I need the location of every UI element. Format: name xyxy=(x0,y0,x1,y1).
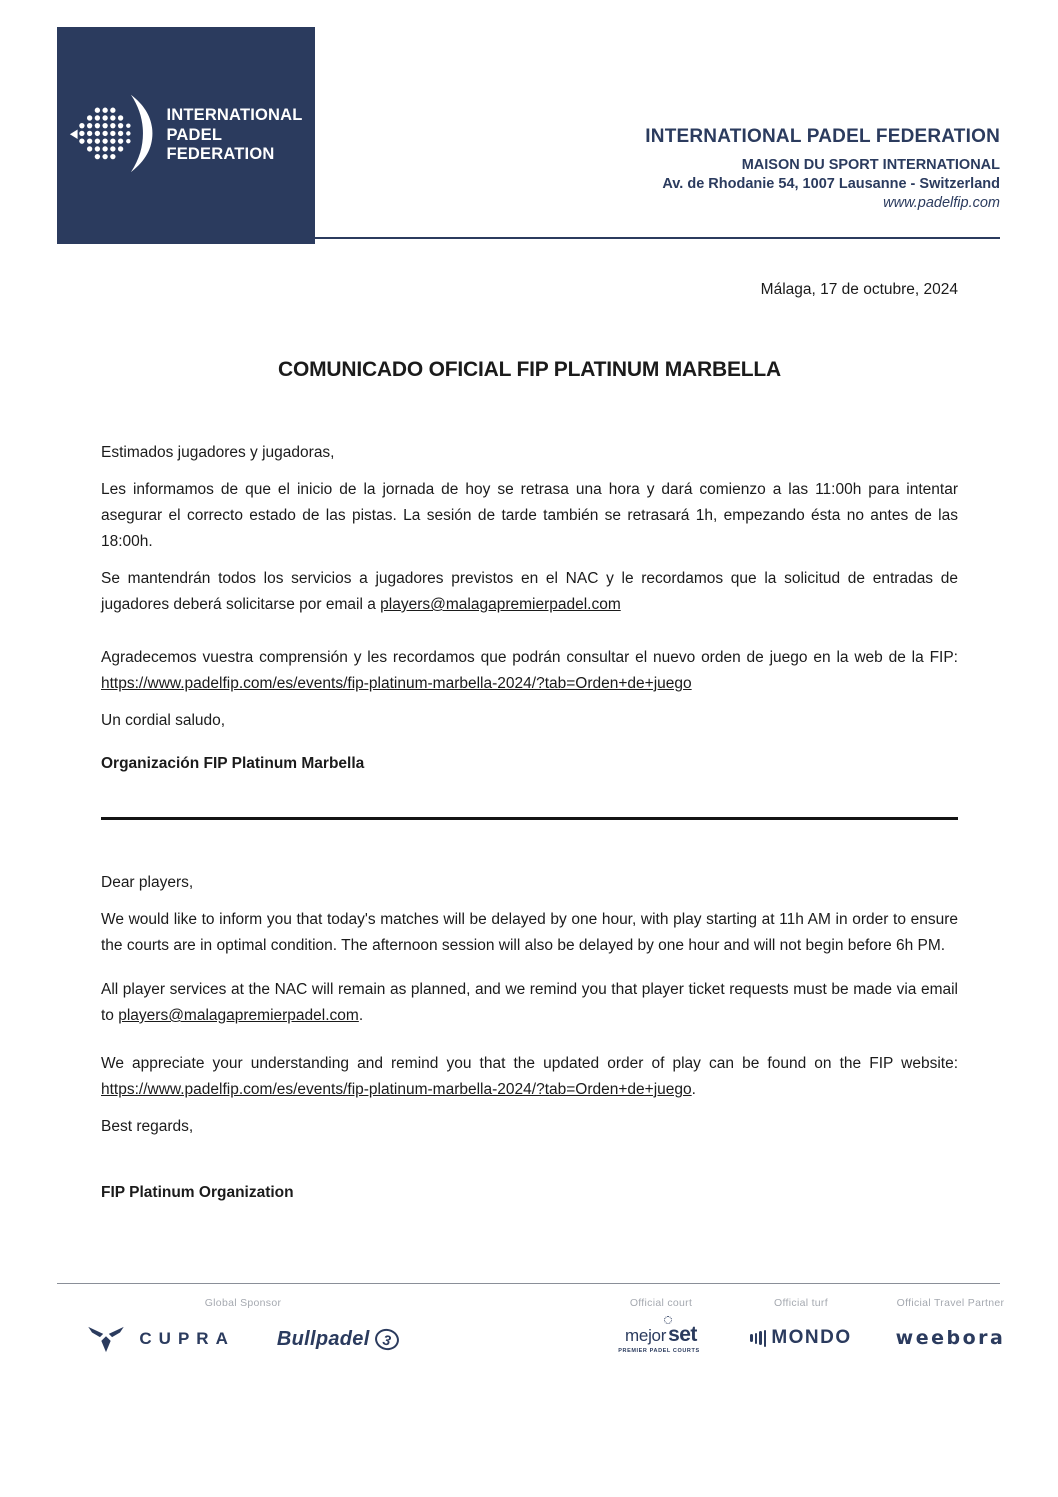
mondo-bars-icon xyxy=(750,1330,766,1347)
spanish-closing: Un cordial saludo, xyxy=(101,712,226,729)
weebora-logo xyxy=(878,1327,1023,1349)
footer-global-sponsor xyxy=(57,1297,429,1353)
mejorset-wordmark-light: mejor xyxy=(625,1326,667,1345)
org-name: INTERNATIONAL PADEL FEDERATION xyxy=(645,126,1000,147)
english-paragraph-2 xyxy=(101,977,958,1029)
header-divider-line xyxy=(57,237,1000,239)
spanish-signature: Organización FIP Platinum Marbella xyxy=(101,755,365,772)
spanish-paragraph-3-text: Agradecemos vuestra comprensión y les recordamos que podrán consultar el nuevo orden de juego en la web de la FIP: xyxy=(101,649,958,666)
letterhead-contact-block xyxy=(645,126,1000,211)
official-turf-label: Official turf xyxy=(774,1297,828,1309)
mondo-logo xyxy=(735,1327,867,1349)
letter-date: Málaga, 17 de octubre, 2024 xyxy=(760,281,958,298)
english-paragraph-3 xyxy=(101,1051,958,1103)
english-paragraph-3-period: . xyxy=(691,1081,696,1098)
fip-ball-icon xyxy=(69,93,155,179)
letter-body xyxy=(101,280,958,1206)
global-sponsor-label: Global Sponsor xyxy=(204,1297,282,1309)
official-court-label: Official court xyxy=(629,1297,693,1309)
english-paragraph-3-text: We appreciate your understanding and remind you that the updated order of play can be found on the FIP website: xyxy=(101,1055,958,1072)
mondo-wordmark: MONDO xyxy=(771,1327,852,1348)
fip-logo-line1: INTERNATIONAL xyxy=(166,106,303,125)
spanish-salutation: Estimados jugadores y jugadoras, xyxy=(101,444,335,461)
spanish-paragraph-2-text: Se mantendrán todos los servicios a jugadores previstos en el NAC y le recordamos que la solicitud de entradas de jugadores deberá solicitarse por email a xyxy=(101,570,958,613)
footer-official-court xyxy=(595,1297,727,1357)
spanish-website-link[interactable]: https://www.padelfip.com/es/events/fip-platinum-marbella-2024/?tab=Orden+de+juego xyxy=(101,675,692,692)
bullpadel-logo xyxy=(277,1328,399,1351)
spanish-paragraph-2 xyxy=(101,566,958,618)
fip-logo-line3: FEDERATION xyxy=(166,145,275,164)
bullpadel-wordmark: Bullpadel xyxy=(276,1327,370,1350)
fip-logo-wordmark xyxy=(166,106,302,165)
official-travel-label: Official Travel Partner xyxy=(896,1297,1005,1309)
fip-logo xyxy=(57,27,315,244)
english-paragraph-2-period: . xyxy=(358,1007,364,1024)
mejorset-caption: PREMIER PADEL COURTS xyxy=(618,1348,700,1354)
footer-official-turf xyxy=(735,1297,867,1349)
cupra-badge-icon xyxy=(87,1325,125,1353)
cupra-logo xyxy=(87,1325,234,1353)
spanish-email-link[interactable]: players@malagapremierpadel.com xyxy=(380,596,621,613)
org-address: Av. de Rhodanie 54, 1007 Lausanne - Switzerland xyxy=(662,176,1000,192)
footer-official-travel-partner xyxy=(878,1297,1023,1349)
footer-divider-line xyxy=(57,1283,1000,1284)
english-paragraph-2-text: All player services at the NAC will remain as planned, and we remind you that player ticket requests must be made via email to xyxy=(101,981,958,1024)
letter-title: COMUNICADO OFICIAL FIP PLATINUM MARBELLA xyxy=(278,358,781,381)
section-divider-line xyxy=(101,817,958,820)
english-paragraph-1: We would like to inform you that today's matches will be delayed by one hour, with play starting at 11h AM in order to ensure the courts are in optimal condition. The afternoon session will also be delayed by one hour and will not begin before 6h PM. xyxy=(101,911,958,954)
mejorset-wordmark-bold: set xyxy=(668,1323,697,1346)
english-website-link[interactable]: https://www.padelfip.com/es/events/fip-platinum-marbella-2024/?tab=Orden+de+juego xyxy=(101,1081,692,1098)
cupra-wordmark: CUPRA xyxy=(139,1329,235,1348)
spanish-paragraph-3 xyxy=(101,645,958,697)
spanish-paragraph-1: Les informamos de que el inicio de la jornada de hoy se retrasa una hora y dará comienzo a las 11:00h para intentar asegurar el correcto estado de las pistas. La sesión de tarde también se retrasará 1h, empezando ésta no antes de las 18:00h. xyxy=(101,481,958,550)
fip-logo-line2: PADEL xyxy=(166,125,223,144)
org-website: www.padelfip.com xyxy=(883,195,1000,211)
weebora-wordmark: weebora xyxy=(895,1327,1006,1349)
english-signature: FIP Platinum Organization xyxy=(101,1184,294,1201)
bullpadel-ball-icon: 3 xyxy=(373,1326,401,1352)
mejorset-logo xyxy=(618,1323,703,1354)
english-email-link[interactable]: players@malagapremierpadel.com xyxy=(118,1007,359,1024)
english-closing: Best regards, xyxy=(101,1118,194,1135)
org-maison: MAISON DU SPORT INTERNATIONAL xyxy=(741,157,1000,173)
english-salutation: Dear players, xyxy=(101,874,194,891)
